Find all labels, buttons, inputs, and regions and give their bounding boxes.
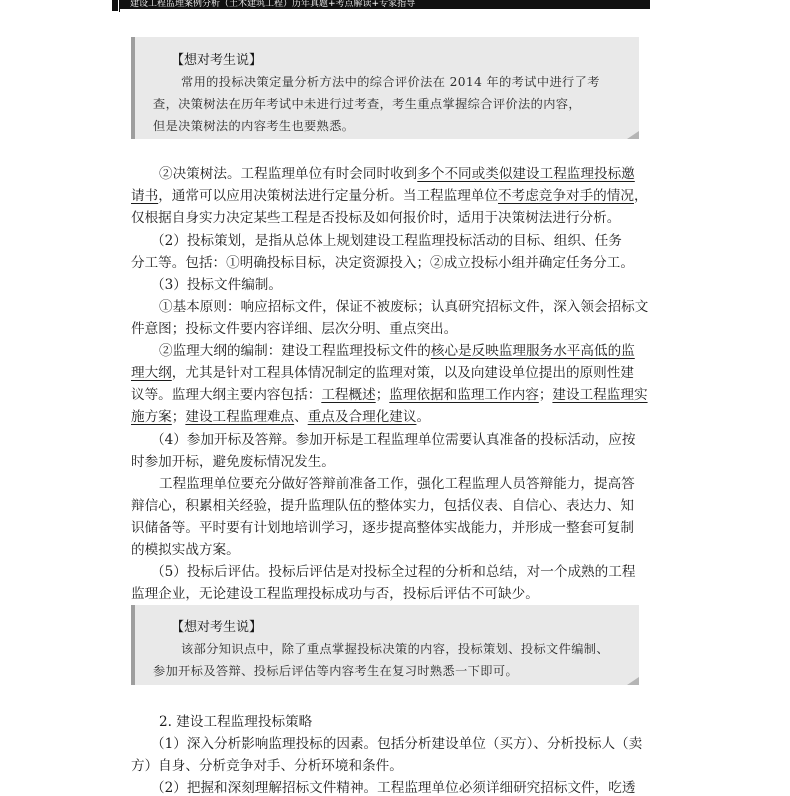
- paragraph-line: 理大纲，尤其是针对工程具体情况制定的监理对策，以及向建设单位提出的原则性建: [131, 365, 634, 381]
- paragraph-line: 施方案；建设工程监理难点、重点及合理化建议。: [131, 409, 431, 425]
- note-box-1: [131, 37, 639, 139]
- paragraph-bid-planning: （2）投标策划，是指从总体上规划建设工程监理投标活动的目标、组织、任务: [151, 233, 622, 249]
- paragraph-strategy-factors: （1）深入分析影响监理投标的因素。包括分析建设单位（买方）、分析投标人（卖: [151, 736, 643, 752]
- note-fold: [627, 677, 639, 685]
- note-line: 参加开标及答辩、投标后评估等内容考生在复习时熟悉一下即可。: [153, 664, 519, 678]
- paragraph-line: 件意图；投标文件要内容详细、层次分明、重点突出。: [131, 321, 458, 337]
- note-fold: [627, 131, 639, 139]
- paragraph-line: 仅根据自身实力决定某些工程是否投标及如何报价时，适用于决策树法进行分析。: [131, 210, 621, 226]
- note-title: 【想对考生说】: [171, 620, 263, 635]
- paragraph-line: 时参加开标，避免废标情况发生。: [131, 454, 335, 470]
- paragraph-post-bid: （5）投标后评估。投标后评估是对投标全过程的分析和总结，对一个成熟的工程: [151, 564, 636, 580]
- paragraph-understand-tender: （2）把握和深刻理解招标文件精神。工程监理单位必须详细研究招标文件，吃透: [151, 780, 636, 796]
- note-title: 【想对考生说】: [171, 53, 263, 68]
- paragraph-line: 分工等。包括：①明确投标目标，决定资源投入；②成立投标小组并确定任务分工。: [131, 255, 634, 271]
- paragraph-line: 请书，通常可以应用决策树法进行定量分析。当工程监理单位不考虑竞争对手的情况，: [131, 188, 648, 204]
- section-heading: 2. 建设工程监理投标策略: [159, 714, 313, 730]
- note-line: 但是决策树法的内容考生也要熟悉。: [153, 119, 355, 133]
- paragraph-bid-opening: （4）参加开标及答辩。参加开标是工程监理单位需要认真准备的投标活动，应按: [151, 432, 636, 448]
- running-header: 建设工程监理案例分析（土木建筑工程）历年真题+考点解读+专家指导: [120, 0, 650, 9]
- paragraph-line: 方）自身、分析竞争对手、分析环境和条件。: [131, 758, 403, 774]
- note-line: 常用的投标决策定量分析方法中的综合评价法在 2014 年的考试中进行了考: [181, 75, 600, 89]
- paragraph-supervision-outline: ②监理大纲的编制：建设工程监理投标文件的核心是反映监理服务水平高低的监: [159, 343, 635, 359]
- header-mark: [112, 0, 118, 11]
- paragraph-line: 辩信心，积累相关经验，提升监理队伍的整体实力，包括仪表、自信心、表达力、知: [131, 498, 634, 514]
- paragraph-line: 识储备等。平时要有计划地培训学习，逐步提高整体实战能力，并形成一整套可复制: [131, 520, 634, 536]
- note-line: 查，决策树法在历年考试中未进行过考查，考生重点掌握综合评价法的内容，: [153, 97, 581, 111]
- paragraph-line: 监理企业，无论建设工程监理投标成功与否，投标后评估不可缺少。: [131, 586, 539, 602]
- paragraph-defense-prep: 工程监理单位要充分做好答辩前准备工作，强化工程监理人员答辩能力，提高答: [159, 476, 635, 492]
- paragraph-line: 议等。监理大纲主要内容包括：工程概述；监理依据和监理工作内容；建设工程监理实: [131, 387, 648, 403]
- paragraph-decision-tree: ②决策树法。工程监理单位有时会同时收到多个不同或类似建设工程监理投标邀: [159, 166, 635, 182]
- note-line: 该部分知识点中，除了重点掌握投标决策的内容，投标策划、投标文件编制、: [181, 642, 609, 656]
- paragraph-line: 的模拟实战方案。: [131, 542, 240, 558]
- paragraph-bid-docs: （3）投标文件编制。: [151, 277, 282, 293]
- paragraph-principles: ①基本原则：响应招标文件，保证不被废标；认真研究招标文件，深入领会招标文: [159, 299, 649, 315]
- note-box-2: [131, 605, 639, 685]
